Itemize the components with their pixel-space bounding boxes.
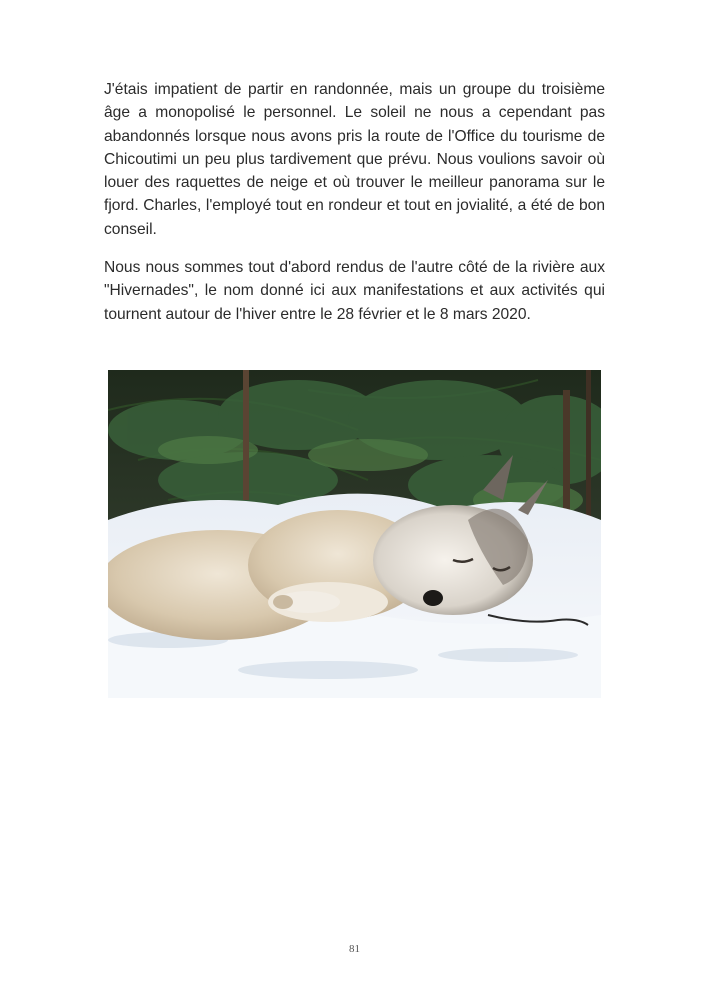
husky-illustration [108,370,601,698]
paragraph-2: Nous nous sommes tout d'abord rendus de l'autre côté de la rivière aux "Hivernades", le nom donné ici aux manifestations et aux activités qui tournent autour de l'hiver entre le 28 février et le 8 mars 2020. [104,259,605,323]
page-number: 81 [349,943,360,955]
husky-photo [108,370,601,698]
body-text [104,78,605,341]
paragraph-1: J'étais impatient de partir en randonnée, mais un groupe du troisième âge a monopolisé le personnel. Le soleil ne nous a cependant pas abandonnés lorsque nous avons pris la route de l'Office du tourisme de Chicoutimi un peu plus tardivement que prévu. Nous voulions savoir où louer des raquettes de neige et où trouver le meilleur panorama sur le fjord. Charles, l'employé tout en rondeur et tout en jovialité, a été de bon conseil. [104,81,605,238]
